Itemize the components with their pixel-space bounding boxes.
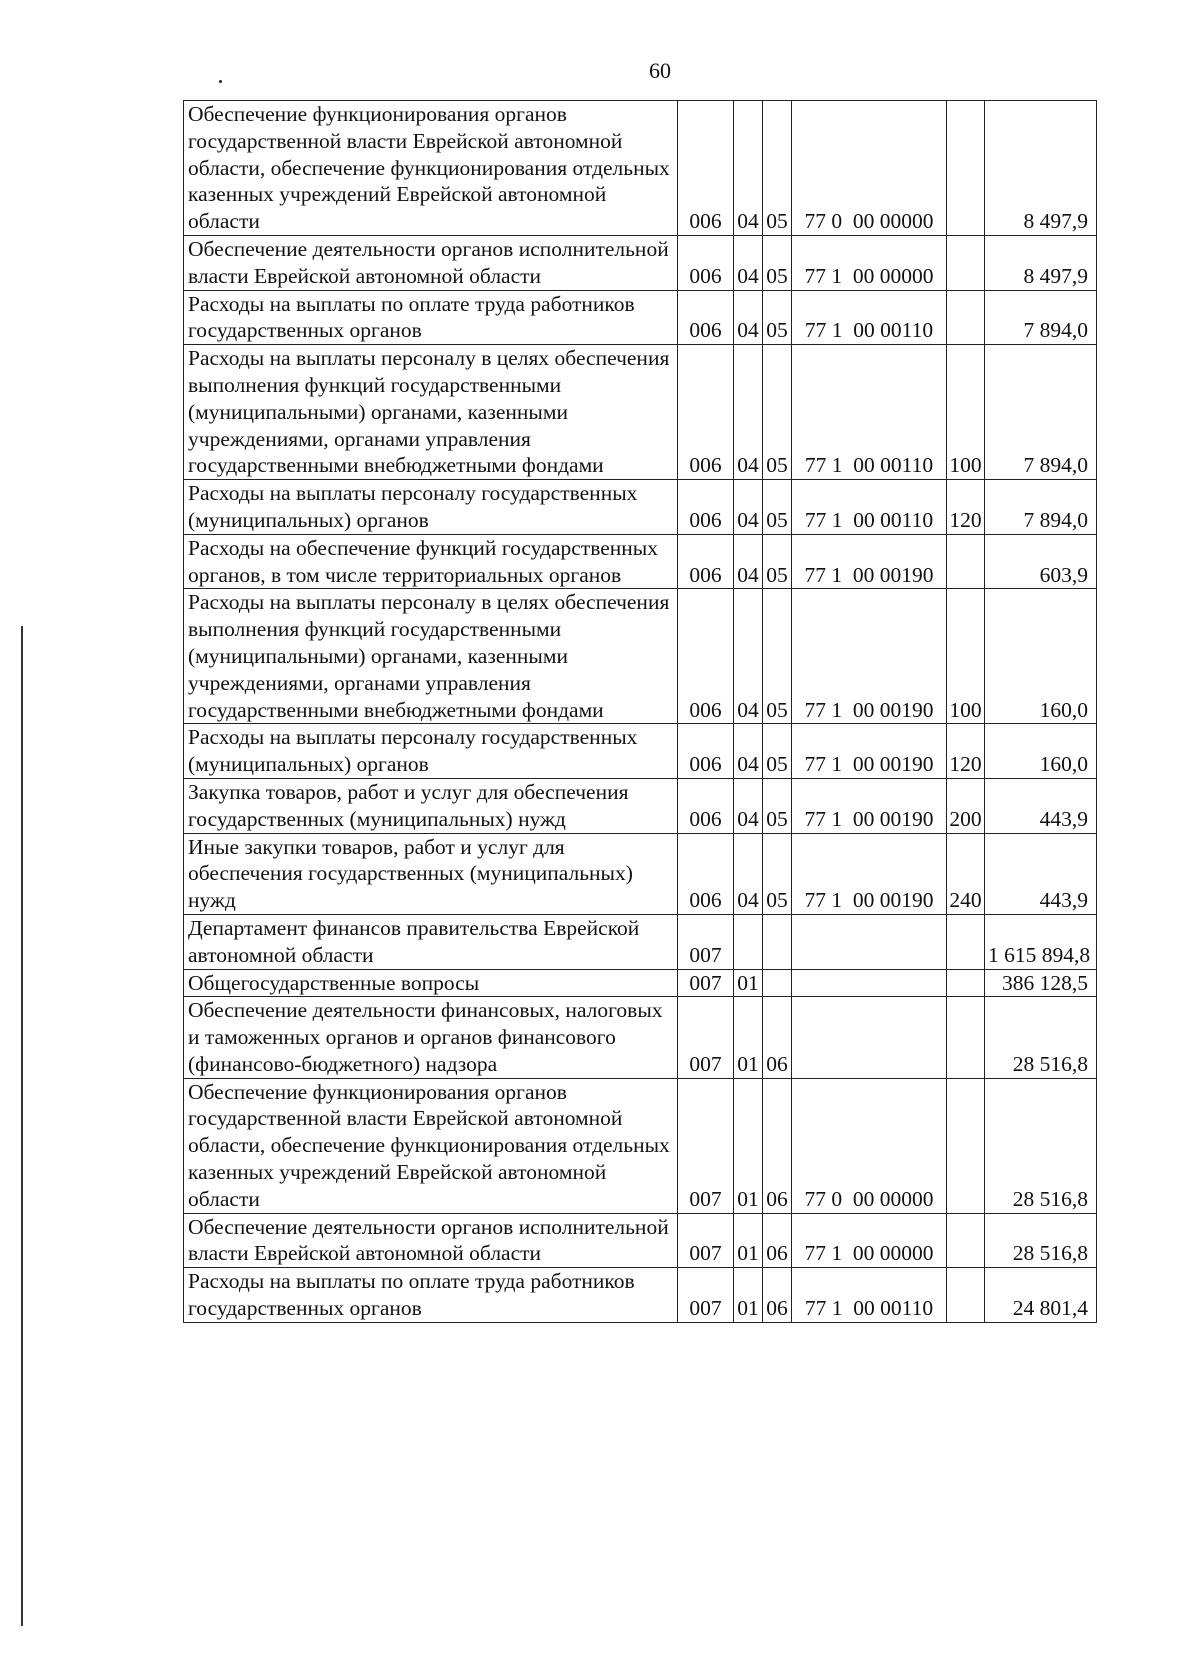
table-row — [184, 534, 1097, 589]
amount-cell: 160,0 — [985, 724, 1097, 779]
expense-name-cell: Расходы на обеспечение функций государственных органов, в том числе территориальных органов — [184, 534, 678, 589]
subsection-code-cell: 05 — [763, 589, 792, 724]
table-row — [184, 997, 1097, 1078]
expense-type-code-cell: 120 — [947, 480, 985, 535]
target-article-code-cell: 77 1 00 00110 — [792, 290, 947, 345]
grbs-code-cell: 006 — [678, 290, 734, 345]
subsection-code-cell: 05 — [763, 833, 792, 914]
budget-table-body — [184, 101, 1097, 1323]
table-row — [184, 778, 1097, 833]
table-row — [184, 235, 1097, 290]
expense-type-code-cell — [947, 997, 985, 1078]
amount-cell: 7 894,0 — [985, 290, 1097, 345]
subsection-code-cell: 05 — [763, 724, 792, 779]
grbs-code-cell: 006 — [678, 778, 734, 833]
section-code-cell: 04 — [734, 534, 763, 589]
section-code-cell: 04 — [734, 235, 763, 290]
table-row — [184, 914, 1097, 969]
subsection-code-cell: 05 — [763, 290, 792, 345]
section-code-cell: 01 — [734, 1268, 763, 1323]
amount-cell: 8 497,9 — [985, 101, 1097, 236]
margin-line — [21, 626, 23, 1626]
section-code-cell: 01 — [734, 1213, 763, 1268]
target-article-code-cell: 77 1 00 00110 — [792, 345, 947, 480]
subsection-code-cell: 06 — [763, 1268, 792, 1323]
expense-name-cell: Расходы на выплаты по оплате труда работников государственных органов — [184, 1268, 678, 1323]
expense-type-code-cell — [947, 290, 985, 345]
subsection-code-cell: 05 — [763, 534, 792, 589]
section-code-cell: 01 — [734, 997, 763, 1078]
grbs-code-cell: 006 — [678, 724, 734, 779]
table-row — [184, 345, 1097, 480]
table-row — [184, 833, 1097, 914]
grbs-code-cell: 006 — [678, 101, 734, 236]
amount-cell: 443,9 — [985, 833, 1097, 914]
amount-cell: 28 516,8 — [985, 1213, 1097, 1268]
expense-name-cell: Расходы на выплаты персоналу в целях обеспечения выполнения функций государственными (муниципальными) органами, казенными учреждениями, органами управления государственными внебюджетными фондами — [184, 589, 678, 724]
amount-cell: 7 894,0 — [985, 480, 1097, 535]
expense-name-cell: Расходы на выплаты персоналу государственных (муниципальных) органов — [184, 480, 678, 535]
expense-name-cell: Расходы на выплаты персоналу в целях обеспечения выполнения функций государственными (муниципальными) органами, казенными учреждениями, органами управления государственными внебюджетными фондами — [184, 345, 678, 480]
target-article-code-cell: 77 0 00 00000 — [792, 101, 947, 236]
section-code-cell: 04 — [734, 101, 763, 236]
subsection-code-cell: 06 — [763, 1078, 792, 1213]
table-row — [184, 1078, 1097, 1213]
amount-cell: 603,9 — [985, 534, 1097, 589]
grbs-code-cell: 006 — [678, 589, 734, 724]
expense-type-code-cell: 120 — [947, 724, 985, 779]
grbs-code-cell: 006 — [678, 480, 734, 535]
expense-type-code-cell — [947, 969, 985, 997]
expense-type-code-cell — [947, 914, 985, 969]
target-article-code-cell: 77 1 00 00190 — [792, 724, 947, 779]
subsection-code-cell: 05 — [763, 101, 792, 236]
section-code-cell — [734, 914, 763, 969]
table-row — [184, 724, 1097, 779]
grbs-code-cell: 007 — [678, 997, 734, 1078]
amount-cell: 7 894,0 — [985, 345, 1097, 480]
section-code-cell: 04 — [734, 345, 763, 480]
target-article-code-cell: 77 1 00 00190 — [792, 534, 947, 589]
expense-type-code-cell — [947, 1078, 985, 1213]
expense-name-cell: Обеспечение деятельности финансовых, налоговых и таможенных органов и органов финансового (финансово-бюджетного) надзора — [184, 997, 678, 1078]
target-article-code-cell — [792, 914, 947, 969]
amount-cell: 28 516,8 — [985, 997, 1097, 1078]
expense-name-cell: Общегосударственные вопросы — [184, 969, 678, 997]
grbs-code-cell: 006 — [678, 534, 734, 589]
grbs-code-cell: 007 — [678, 1078, 734, 1213]
grbs-code-cell: 007 — [678, 1213, 734, 1268]
subsection-code-cell: 05 — [763, 480, 792, 535]
table-row — [184, 969, 1097, 997]
section-code-cell: 04 — [734, 589, 763, 724]
grbs-code-cell: 007 — [678, 914, 734, 969]
expense-name-cell: Обеспечение функционирования органов государственной власти Еврейской автономной области, обеспечение функционирования отдельных казенных учреждений Еврейской автономной области — [184, 101, 678, 236]
budget-table — [183, 100, 1097, 1323]
subsection-code-cell — [763, 969, 792, 997]
subsection-code-cell — [763, 914, 792, 969]
section-code-cell: 01 — [734, 1078, 763, 1213]
subsection-code-cell: 05 — [763, 778, 792, 833]
table-row — [184, 1213, 1097, 1268]
subsection-code-cell: 05 — [763, 345, 792, 480]
table-row — [184, 290, 1097, 345]
amount-cell: 160,0 — [985, 589, 1097, 724]
target-article-code-cell: 77 1 00 00190 — [792, 833, 947, 914]
expense-name-cell: Обеспечение деятельности органов исполнительной власти Еврейской автономной области — [184, 235, 678, 290]
subsection-code-cell: 05 — [763, 235, 792, 290]
target-article-code-cell: 77 1 00 00190 — [792, 778, 947, 833]
table-row — [184, 1268, 1097, 1323]
section-code-cell: 04 — [734, 778, 763, 833]
amount-cell: 386 128,5 — [985, 969, 1097, 997]
section-code-cell: 04 — [734, 290, 763, 345]
section-code-cell: 04 — [734, 833, 763, 914]
amount-cell: 8 497,9 — [985, 235, 1097, 290]
grbs-code-cell: 006 — [678, 235, 734, 290]
section-code-cell: 04 — [734, 724, 763, 779]
grbs-code-cell: 006 — [678, 833, 734, 914]
target-article-code-cell: 77 1 00 00000 — [792, 1213, 947, 1268]
expense-type-code-cell: 200 — [947, 778, 985, 833]
expense-name-cell: Расходы на выплаты по оплате труда работников государственных органов — [184, 290, 678, 345]
expense-name-cell: Обеспечение деятельности органов исполнительной власти Еврейской автономной области — [184, 1213, 678, 1268]
scan-dot — [219, 80, 222, 83]
table-row — [184, 480, 1097, 535]
amount-cell: 28 516,8 — [985, 1078, 1097, 1213]
section-code-cell: 04 — [734, 480, 763, 535]
page-number: 60 — [649, 58, 671, 83]
expense-name-cell: Иные закупки товаров, работ и услуг для обеспечения государственных (муниципальных) нужд — [184, 833, 678, 914]
amount-cell: 24 801,4 — [985, 1268, 1097, 1323]
target-article-code-cell: 77 1 00 00110 — [792, 1268, 947, 1323]
expense-type-code-cell — [947, 534, 985, 589]
amount-cell: 1 615 894,8 — [985, 914, 1097, 969]
target-article-code-cell — [792, 969, 947, 997]
expense-name-cell: Расходы на выплаты персоналу государственных (муниципальных) органов — [184, 724, 678, 779]
target-article-code-cell: 77 0 00 00000 — [792, 1078, 947, 1213]
table-row — [184, 101, 1097, 236]
expense-type-code-cell: 100 — [947, 589, 985, 724]
expense-type-code-cell — [947, 101, 985, 236]
grbs-code-cell: 007 — [678, 1268, 734, 1323]
target-article-code-cell: 77 1 00 00000 — [792, 235, 947, 290]
grbs-code-cell: 006 — [678, 345, 734, 480]
expense-type-code-cell — [947, 235, 985, 290]
grbs-code-cell: 007 — [678, 969, 734, 997]
target-article-code-cell — [792, 997, 947, 1078]
subsection-code-cell: 06 — [763, 1213, 792, 1268]
expense-name-cell: Закупка товаров, работ и услуг для обеспечения государственных (муниципальных) нужд — [184, 778, 678, 833]
target-article-code-cell: 77 1 00 00190 — [792, 589, 947, 724]
expense-type-code-cell: 100 — [947, 345, 985, 480]
subsection-code-cell: 06 — [763, 997, 792, 1078]
amount-cell: 443,9 — [985, 778, 1097, 833]
expense-type-code-cell — [947, 1213, 985, 1268]
expense-name-cell: Департамент финансов правительства Еврейской автономной области — [184, 914, 678, 969]
expense-name-cell: Обеспечение функционирования органов государственной власти Еврейской автономной области, обеспечение функционирования отдельных казенных учреждений Еврейской автономной области — [184, 1078, 678, 1213]
expense-type-code-cell — [947, 1268, 985, 1323]
target-article-code-cell: 77 1 00 00110 — [792, 480, 947, 535]
table-row — [184, 589, 1097, 724]
section-code-cell: 01 — [734, 969, 763, 997]
expense-type-code-cell: 240 — [947, 833, 985, 914]
